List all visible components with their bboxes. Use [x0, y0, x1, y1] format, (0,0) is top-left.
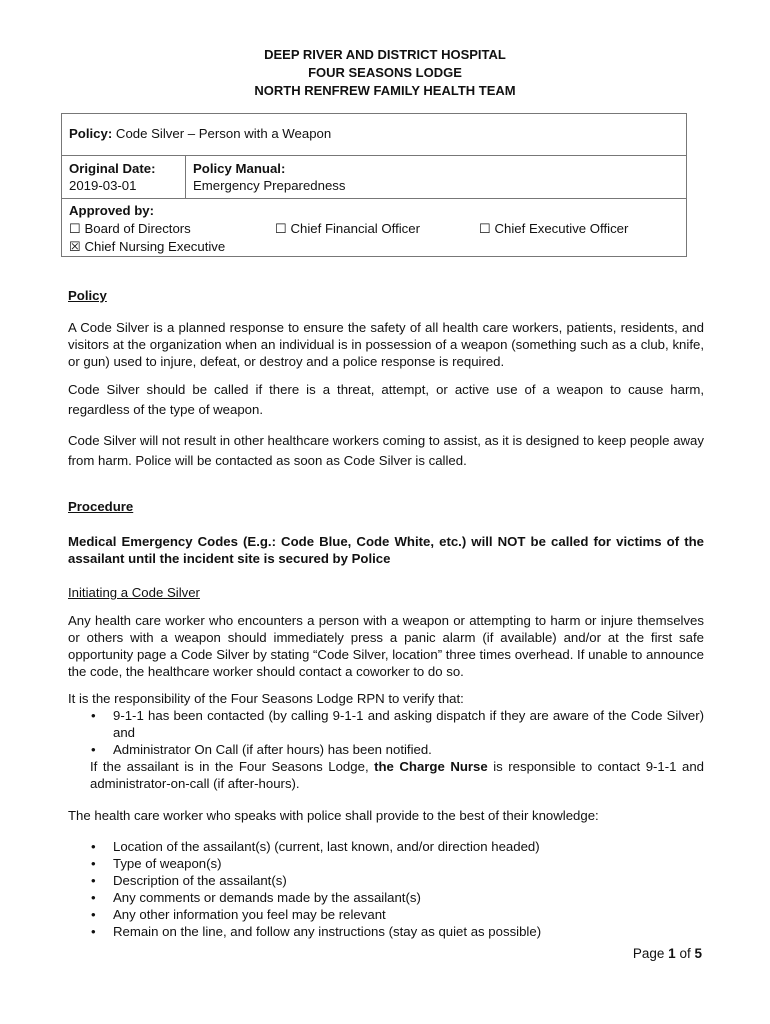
knowledge-list [68, 838, 704, 940]
medical-codes-warning: Medical Emergency Codes (E.g.: Code Blue, Code White, etc.) will NOT be called for victims of the assailant until the incident site is secured by Police [68, 534, 704, 566]
policy-title: Code Silver – Person with a Weapon [115, 126, 332, 141]
procedure-paragraph-1: Any health care worker who encounters a person with a weapon or attempting to harm or injure themselves or others with a weapon should immediately press a panic alarm (if available) and/or at the first safe opportunity page a Code Silver by stating “Code Silver, location” three times overhead. If unable to announce the code, the healthcare worker should contact a coworker to do so. [68, 613, 704, 679]
policy-info-table [61, 113, 687, 257]
lodge-name: FOUR SEASONS LODGE [308, 65, 462, 80]
approver-ceo: ☐ Chief Executive Officer [479, 221, 629, 236]
original-date-cell [62, 156, 186, 199]
police-info-intro: The health care worker who speaks with police shall provide to the best of their knowledge: [68, 808, 599, 823]
charge-nurse-paragraph: If the assailant is in the Four Seasons Lodge, the Charge Nurse is responsible to contact 9-1-1 and administrator-on-call (if after-hours). [90, 759, 704, 791]
verify-intro: It is the responsibility of the Four Seasons Lodge RPN to verify that: [68, 691, 464, 706]
list-item: • Any other information you feel may be relevant [113, 906, 704, 923]
list-item: • Administrator On Call (if after hours) has been notified. [113, 741, 704, 758]
policy-paragraph-1: A Code Silver is a planned response to ensure the safety of all health care workers, patients, residents, and visitors at the organization when an individual is in possession of a weapon (something such as a club, knife, or gun) used to injure, defeat, or destroy and a police response is required. [68, 320, 704, 369]
document-header [0, 46, 770, 100]
charge-nurse-emphasis: the Charge Nurse [374, 759, 488, 774]
approver-cfo: ☐ Chief Financial Officer [275, 221, 420, 236]
policy-title-cell [62, 114, 687, 156]
list-item: • Remain on the line, and follow any instructions (stay as quiet as possible) [113, 923, 704, 940]
list-item: • Any comments or demands made by the assailant(s) [113, 889, 704, 906]
original-date-value: 2019-03-01 [69, 178, 137, 193]
approved-by-label: Approved by: [69, 203, 154, 218]
checkbox-icon: ☐ [69, 221, 81, 236]
checkbox-icon: ☐ [479, 221, 491, 236]
team-name: NORTH RENFREW FAMILY HEALTH TEAM [254, 83, 516, 98]
list-item: • 9-1-1 has been contacted (by calling 9-1-1 and asking dispatch if they are aware of the Code Silver) and [113, 707, 704, 741]
checkbox-icon: ☐ [275, 221, 287, 236]
list-item: • Location of the assailant(s) (current, last known, and/or direction headed) [113, 838, 704, 855]
checked-box-icon: ☒ [69, 239, 81, 254]
policy-label: Policy: [69, 126, 113, 141]
approved-by-cell [62, 199, 687, 257]
list-item: • Description of the assailant(s) [113, 872, 704, 889]
initiating-subheading: Initiating a Code Silver [68, 585, 200, 600]
original-date-label: Original Date: [69, 161, 156, 176]
page-number: Page 1 of 5 [632, 946, 702, 961]
policy-heading: Policy [68, 288, 107, 303]
procedure-heading: Procedure [68, 499, 134, 514]
policy-manual-label: Policy Manual: [193, 161, 286, 176]
knowledge-block [68, 838, 704, 940]
policy-paragraph-2: Code Silver should be called if there is a threat, attempt, or active use of a weapon to cause harm, regardless of the type of weapon. [68, 382, 704, 417]
policy-manual-value: Emergency Preparedness [193, 178, 346, 193]
approver-cne: ☒ Chief Nursing Executive [69, 239, 226, 254]
verify-list [68, 707, 704, 758]
verify-block [68, 690, 704, 792]
policy-paragraph-3: Code Silver will not result in other healthcare workers coming to assist, as it is designed to keep people away from harm. Police will be contacted as soon as Code Silver is called. [68, 433, 704, 468]
policy-manual-cell [186, 156, 687, 199]
approver-board: ☐ Board of Directors [69, 221, 191, 236]
list-item: • Type of weapon(s) [113, 855, 704, 872]
hospital-name: DEEP RIVER AND DISTRICT HOSPITAL [264, 47, 506, 62]
